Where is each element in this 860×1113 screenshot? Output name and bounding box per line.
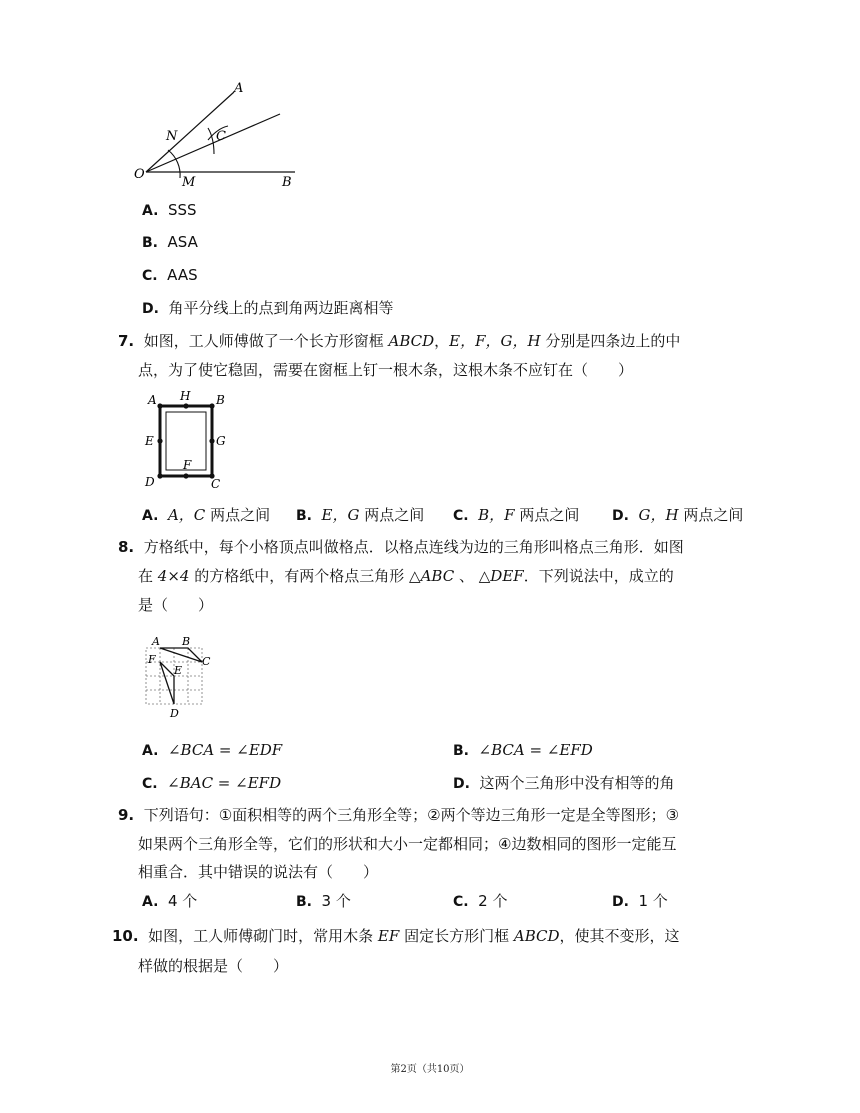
option-label: D. <box>453 776 470 792</box>
q7-option-c <box>453 505 579 526</box>
option-label: D. <box>612 508 629 524</box>
q7-option-a <box>142 505 270 526</box>
q7-label-E: E <box>145 434 154 448</box>
q8-grid-size: 4×4 <box>157 567 190 585</box>
q8-label-E: E <box>174 664 183 677</box>
q8-stem-line2 <box>138 566 674 586</box>
option-label: A. <box>142 894 159 910</box>
option-text: 3 个 <box>321 892 351 910</box>
q10-stem-line1 <box>112 926 680 946</box>
q9-text: 下列语句：①面积相等的两个三角形全等；②两个等边三角形一定是全等图形；③ <box>143 806 680 824</box>
q9-option-a <box>142 891 197 912</box>
q6-label-A: A <box>234 81 244 96</box>
q7-label-G: G <box>216 434 226 448</box>
q8-grid-figure <box>138 630 228 722</box>
q8-text: 方格纸中，每个小格顶点叫做格点．以格点连线为边的三角形叫格点三角形．如图 <box>143 538 684 556</box>
q8-label-C: C <box>202 655 211 668</box>
q7-comma: ， <box>434 332 450 350</box>
q8-text: 在 <box>138 567 154 585</box>
option-text: ASA <box>167 233 198 251</box>
q8-text-tail: ．下列说法中，成立的 <box>523 567 674 585</box>
q7-option-b <box>296 505 424 526</box>
q7-text-tail: 分别是四条边上的中 <box>545 332 681 350</box>
option-text: 两点之间 <box>210 506 271 524</box>
q8-stem-line3: 是（ ） <box>138 596 214 614</box>
q6-label-N: N <box>166 129 178 144</box>
q7-option-d <box>612 505 743 526</box>
q8-label-A: A <box>152 635 160 648</box>
q9-stem-line2: 如果两个三角形全等，它们的形状和大小一定都相同；④边数相同的图形一定能互 <box>138 835 677 853</box>
q7-label-D: D <box>145 475 155 489</box>
option-points: B，F <box>478 506 515 524</box>
q8-stem-line1 <box>118 537 684 557</box>
option-label: A. <box>142 743 159 759</box>
question-number: 9. <box>118 806 135 824</box>
q7-label-C: C <box>211 477 221 490</box>
q6-label-C: C <box>216 129 226 144</box>
q9-stem-line3: 相重合．其中错误的说法有（ ） <box>138 863 379 881</box>
q7-label-F: F <box>183 458 192 472</box>
q7-window-frame-figure <box>140 388 240 490</box>
q8-option-b <box>453 740 593 761</box>
q8-triangle-abc: △ABC <box>409 567 455 585</box>
option-label: B. <box>296 894 312 910</box>
q6-label-B: B <box>282 175 292 190</box>
option-text: AAS <box>167 266 198 284</box>
question-number: 10. <box>112 927 139 945</box>
option-text: 两点之间 <box>683 506 744 524</box>
q10-stem-line2: 样做的根据是（ ） <box>138 957 289 975</box>
q9-option-c <box>453 891 507 912</box>
option-label: C. <box>453 508 469 524</box>
q6-label-M: M <box>182 175 196 190</box>
q8-label-B: B <box>182 635 191 648</box>
q8-triangle-def: △DEF <box>478 567 524 585</box>
option-label: A. <box>142 203 159 219</box>
option-text: 2 个 <box>478 892 508 910</box>
q7-text: 如图，工人师傅做了一个长方形窗框 <box>143 332 384 350</box>
option-label: D. <box>612 894 629 910</box>
option-label: C. <box>453 894 469 910</box>
option-text: 4 个 <box>167 892 198 910</box>
option-points: A，C <box>167 506 206 524</box>
q8-option-d <box>453 773 675 794</box>
q7-label-A: A <box>148 393 157 407</box>
q7-rect-name: ABCD <box>388 332 435 350</box>
page-footer: 第2页（共10页） <box>390 1064 470 1075</box>
q10-text-tail: ，使其不变形，这 <box>559 927 680 945</box>
q6-option-c <box>142 265 198 286</box>
option-label: A. <box>142 508 159 524</box>
q6-angle-bisector-figure <box>128 78 308 190</box>
q7-label-B: B <box>216 393 225 407</box>
option-text: 这两个三角形中没有相等的角 <box>479 774 675 792</box>
q8-text: 的方格纸中，有两个格点三角形 <box>194 567 405 585</box>
q7-stem-line2: 点，为了使它稳固，需要在窗框上钉一根木条，这根木条不应钉在（ ） <box>138 361 634 379</box>
option-label: D. <box>142 301 159 317</box>
option-text: SSS <box>167 201 197 219</box>
q10-rect-name: ABCD <box>513 927 560 945</box>
option-label: B. <box>142 235 158 251</box>
option-text: ∠BAC = ∠EFD <box>167 774 282 792</box>
q10-bar-name: EF <box>377 927 400 945</box>
q8-label-F: F <box>148 653 156 666</box>
option-points: E，G <box>321 506 360 524</box>
q10-text: 固定长方形门框 <box>404 927 510 945</box>
q8-option-a <box>142 740 282 761</box>
option-points: G，H <box>638 506 679 524</box>
option-label: C. <box>142 268 158 284</box>
option-label: C. <box>142 776 158 792</box>
question-number: 8. <box>118 538 135 556</box>
q6-option-d <box>142 298 394 319</box>
q7-label-H: H <box>180 389 191 403</box>
q6-option-a <box>142 200 197 221</box>
q8-sep: 、 <box>458 567 474 585</box>
option-text: ∠BCA = ∠EDF <box>167 741 283 759</box>
option-text: 角平分线上的点到角两边距离相等 <box>168 299 394 317</box>
q8-label-D: D <box>170 707 179 720</box>
option-label: B. <box>296 508 312 524</box>
question-number: 7. <box>118 332 135 350</box>
q6-option-b <box>142 232 198 253</box>
option-text: 1 个 <box>638 892 668 910</box>
q7-stem-line1 <box>118 331 680 351</box>
q9-stem-line1 <box>118 805 679 825</box>
option-text: 两点之间 <box>519 506 580 524</box>
q9-option-b <box>296 891 351 912</box>
option-text: ∠BCA = ∠EFD <box>478 741 593 759</box>
q6-label-O: O <box>134 167 145 182</box>
q7-midpoints: E，F，G，H <box>449 332 541 350</box>
option-text: 两点之间 <box>364 506 425 524</box>
q9-option-d <box>612 891 668 912</box>
q10-text: 如图，工人师傅砌门时，常用木条 <box>148 927 374 945</box>
q8-option-c <box>142 773 281 794</box>
option-label: B. <box>453 743 469 759</box>
